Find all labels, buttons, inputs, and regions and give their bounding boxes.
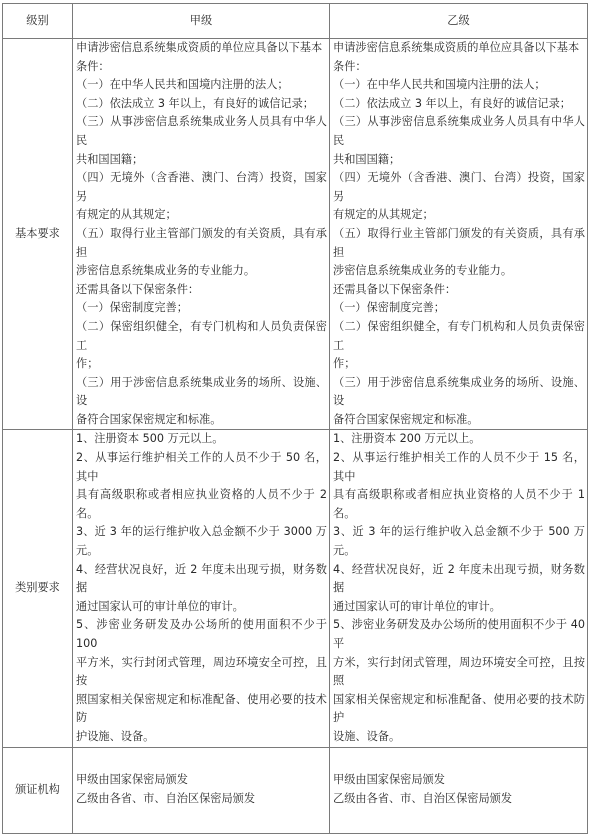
text-line: 条件：: [76, 59, 110, 73]
text-line: 作；: [333, 357, 356, 371]
text-line: 1、注册资本 200 万元以上。: [333, 432, 481, 446]
text-line: （三）用于涉密信息系统集成业务的场所、设施、设: [76, 375, 327, 408]
text-line: （二）保密组织健全，有专门机构和人员负责保密工: [333, 319, 585, 352]
text-line: 乙级由各省、市、自治区保密局颁发: [333, 792, 513, 806]
text-line: （三）从事涉密信息系统集成业务人员具有中华人民: [76, 115, 327, 147]
row-category-requirements: [3, 430, 588, 747]
header-grade-b: 乙级: [330, 4, 588, 39]
text-line: （四）无境外（含香港、澳门、台湾）投资，国家另: [76, 171, 327, 203]
text-line: 涉密信息系统集成业务的专业能力。: [76, 264, 256, 278]
text-line: 共和国国籍；: [333, 152, 401, 166]
text-line: （二）依法成立 3 年以上，有良好的诚信记录；: [76, 96, 314, 110]
row-issuing-authority: [3, 747, 588, 833]
text-line: 国家相关保密规定和标准配备、使用必要的技术防护: [333, 692, 585, 725]
text-line: 具有高级职称或者相应执业资格的人员不少于 1 名。: [333, 488, 585, 520]
text-line: （一）保密制度完善；: [76, 301, 188, 315]
text-line: 平方米，实行封闭式管理，周边环境安全可控，且按: [76, 655, 327, 688]
row-label: 基本要求: [3, 39, 73, 430]
text-line: 1、注册资本 500 万元以上。: [76, 432, 224, 446]
text-line: 2、从事运行维护相关工作的人员不少于 15 名，其中: [333, 451, 585, 483]
text-line: 4、经营状况良好，近 2 年度未出现亏损，财务数据: [76, 562, 327, 595]
text-line: 照国家相关保密规定和标准配备、使用必要的技术防: [76, 692, 327, 725]
text-line: 3、近 3 年的运行维护收入总金额不少于 500 万元。: [333, 525, 585, 558]
text-line: 还需具备以下保密条件：: [333, 282, 457, 296]
text-line: （一）保密制度完善；: [333, 301, 445, 315]
text-line: （三）从事涉密信息系统集成业务人员具有中华人民: [333, 115, 585, 147]
text-line: 5、涉密业务研发及办公场所的使用面积不少于 100: [76, 618, 327, 650]
text-line: （一）在中华人民共和国境内注册的法人；: [76, 78, 289, 92]
text-line: 申请涉密信息系统集成资质的单位应具备以下基本: [76, 41, 323, 54]
text-line: 5、涉密业务研发及办公场所的使用面积不少于 40 平: [333, 618, 585, 650]
text-line: 作；: [76, 357, 99, 371]
text-line: 乙级由各省、市、自治区保密局颁发: [76, 792, 256, 806]
row-label: 颁证机构: [3, 747, 73, 833]
header-row: [3, 4, 588, 39]
text-line: （一）在中华人民共和国境内注册的法人；: [333, 78, 546, 92]
row-basic-requirements: [3, 39, 588, 430]
text-line: 条件：: [333, 59, 367, 73]
text-line: （二）依法成立 3 年以上，有良好的诚信记录；: [333, 96, 571, 110]
text-line: 备符合国家保密规定和标准。: [76, 412, 222, 426]
row-label: 类别要求: [3, 430, 73, 747]
text-line: 甲级由国家保密局颁发: [333, 773, 445, 787]
header-level: 级别: [3, 4, 73, 39]
text-line: 甲级由国家保密局颁发: [76, 773, 188, 787]
grade-b-cell: [330, 430, 588, 747]
text-line: （四）无境外（含香港、澳门、台湾）投资，国家另: [333, 171, 585, 203]
grade-a-cell: [73, 430, 330, 747]
text-line: （三）用于涉密信息系统集成业务的场所、设施、设: [333, 375, 585, 408]
header-grade-a: 甲级: [73, 4, 330, 39]
text-line: 通过国家认可的审计单位的审计。: [333, 599, 501, 613]
text-line: 有规定的从其规定；: [76, 208, 177, 222]
grade-a-cell: [73, 747, 330, 833]
text-line: 4、经营状况良好，近 2 年度未出现亏损，财务数据: [333, 562, 585, 595]
text-line: 设施、设备。: [333, 729, 401, 743]
grade-b-cell: [330, 39, 588, 430]
text-line: （五）取得行业主管部门颁发的有关资质，具有承担: [333, 226, 585, 259]
text-line: 备符合国家保密规定和标准。: [333, 412, 479, 426]
text-line: 涉密信息系统集成业务的专业能力。: [333, 264, 513, 278]
qualification-table: [2, 3, 588, 834]
text-line: （二）保密组织健全，有专门机构和人员负责保密工: [76, 319, 327, 352]
text-line: 方米，实行封闭式管理，周边环境安全可控，且按照: [333, 655, 585, 688]
grade-a-cell: [73, 39, 330, 430]
text-line: 通过国家认可的审计单位的审计。: [76, 599, 244, 613]
text-line: 还需具备以下保密条件：: [76, 282, 200, 296]
text-line: （五）取得行业主管部门颁发的有关资质，具有承担: [76, 226, 327, 259]
grade-b-cell: [330, 747, 588, 833]
text-line: 3、近 3 年的运行维护收入总金额不少于 3000 万元。: [76, 525, 327, 558]
text-line: 2、从事运行维护相关工作的人员不少于 50 名，其中: [76, 451, 327, 483]
text-line: 护设施、设备。: [76, 729, 155, 743]
text-line: 有规定的从其规定；: [333, 208, 434, 222]
text-line: 共和国国籍；: [76, 152, 144, 166]
text-line: 具有高级职称或者相应执业资格的人员不少于 2 名。: [76, 488, 327, 520]
text-line: 申请涉密信息系统集成资质的单位应具备以下基本: [333, 41, 580, 54]
